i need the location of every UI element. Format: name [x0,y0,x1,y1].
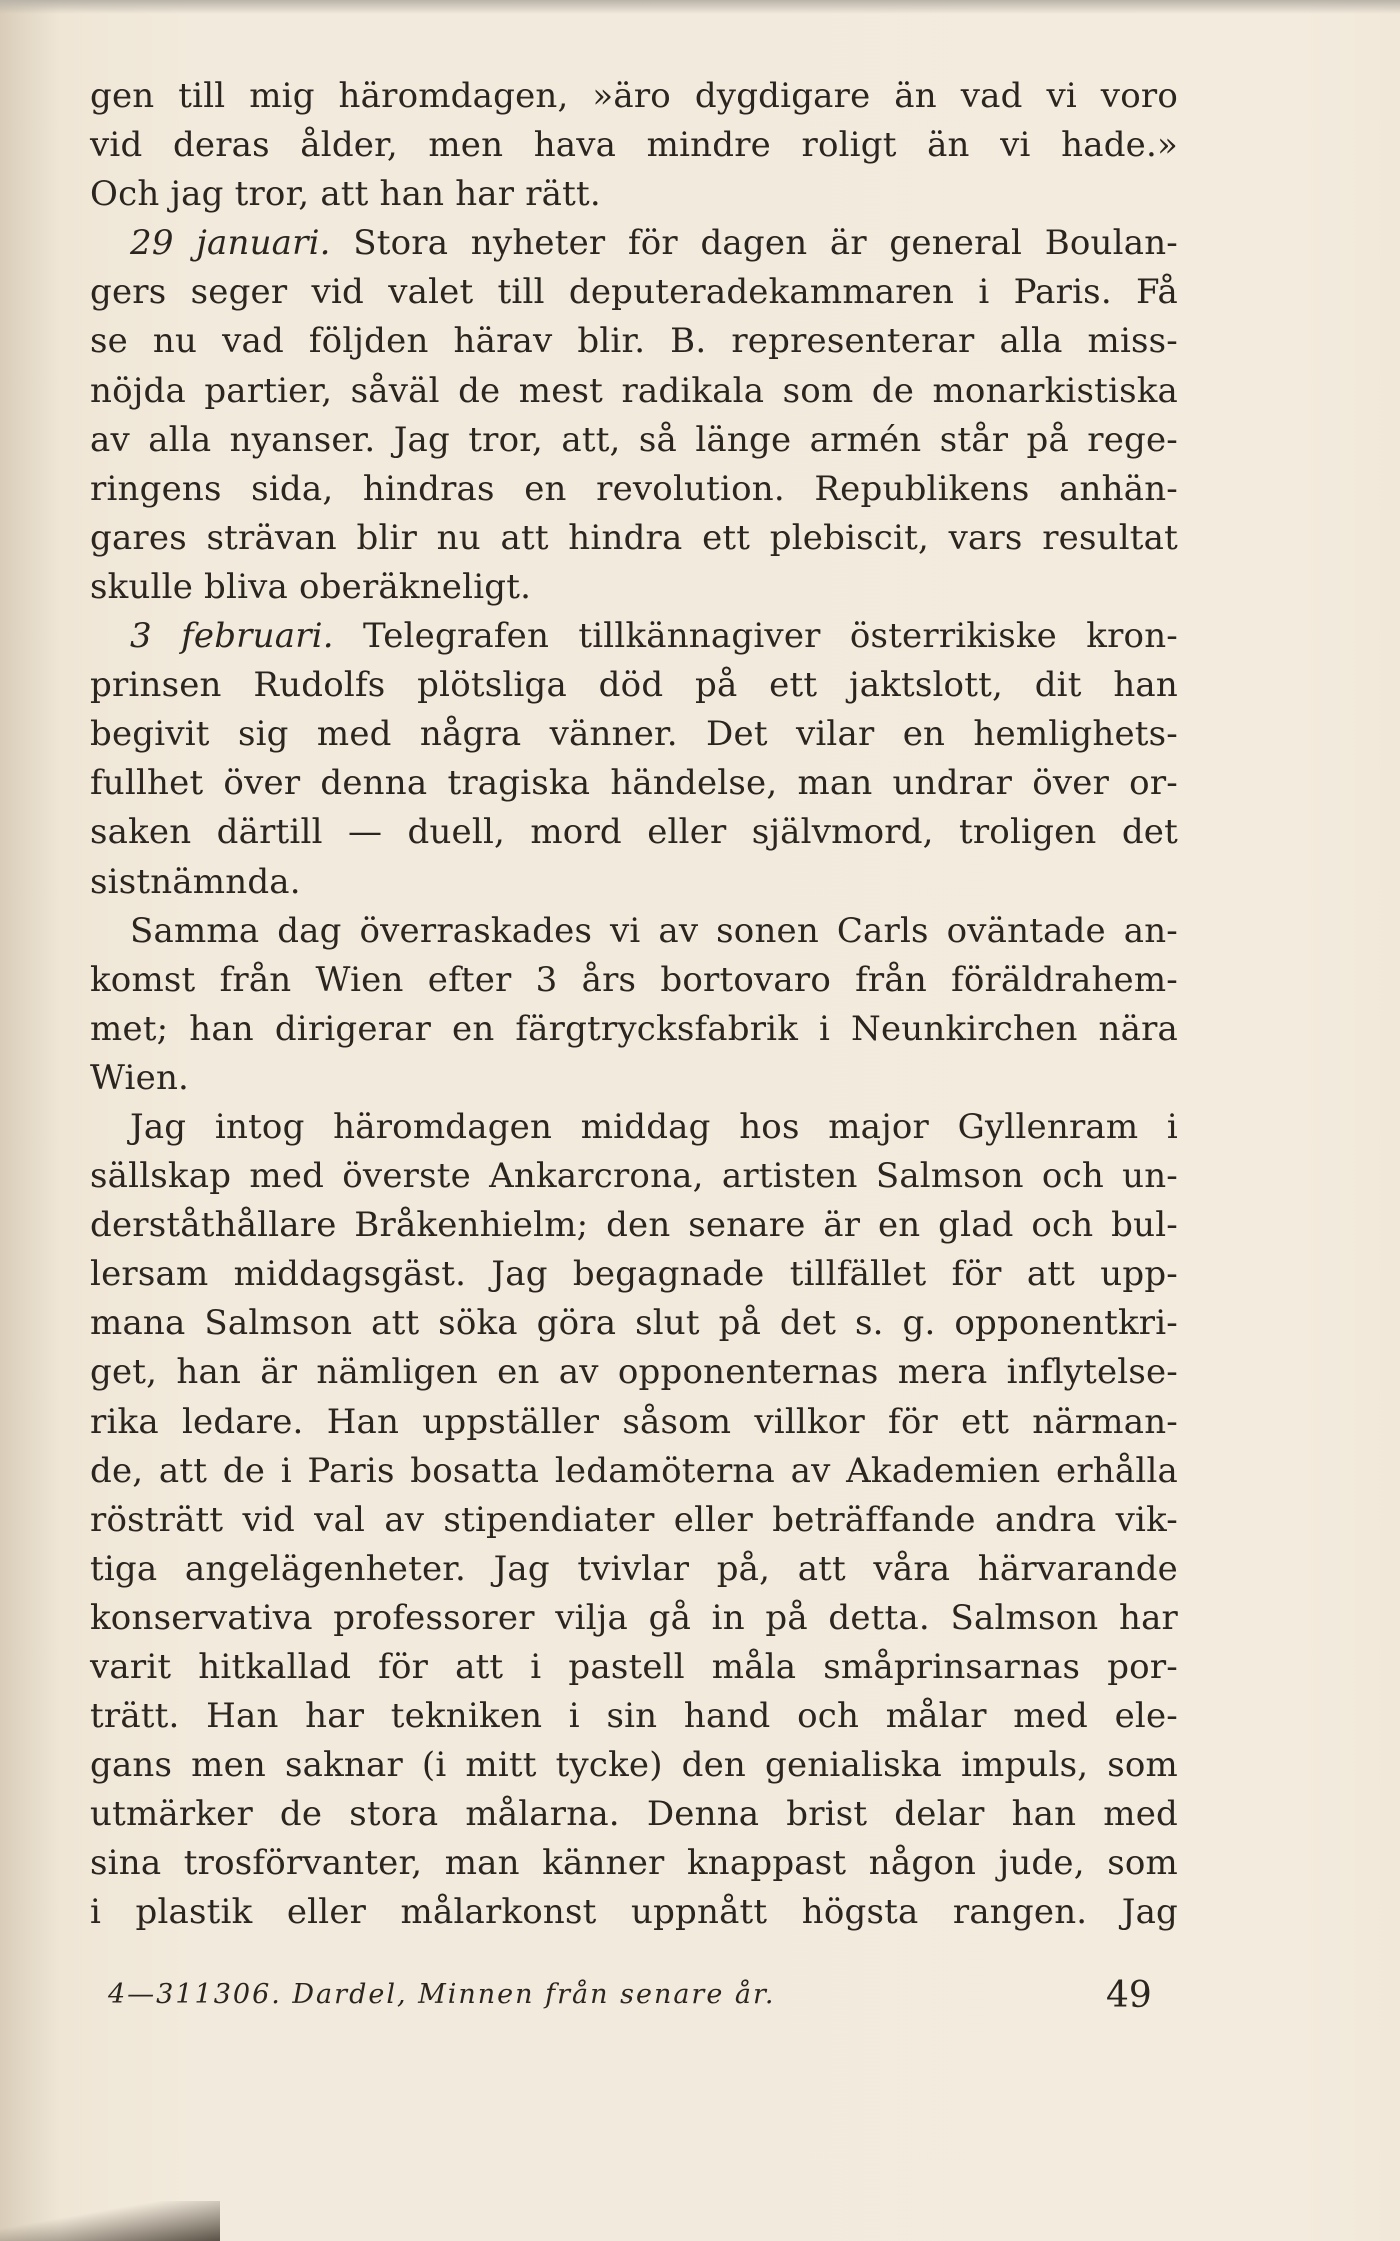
entry-line-feb3 [90,612,1178,661]
text-line: met; han dirigerar en färgtrycksfabrik i Neunkirchen nära [90,1008,1178,1049]
text-line: saken därtill — duell, mord eller självmord, troligen det [90,812,1178,853]
text-line: utmärker de stora målarna. Denna brist delar han med [90,1794,1178,1835]
text-line: nöjda partier, såväl de mest radikala som de monarkistiska [90,370,1178,411]
page-corner-shadow [0,2201,220,2241]
text-line: prinsen Rudolfs plötsliga död på ett jaktslott, dit han [90,665,1178,706]
text-line: fullhet över denna tragiska händelse, man undrar över or- [90,763,1178,804]
text-line: sistnämnda. [90,861,301,902]
text-line: gers seger vid valet till deputeradekammaren i Paris. Få [90,272,1178,313]
text-line: Jag intog häromdagen middag hos major Gyllenram i [130,1106,1178,1147]
text-line: get, han är nämligen en av opponenternas mera inflytelse- [90,1352,1178,1393]
text-line: tiga angelägenheter. Jag tvivlar på, att våra härvarande [90,1548,1178,1589]
entry-text: Telegrafen tillkännagiver österrikiske kron- [333,616,1178,657]
text-line: Wien. [90,1057,190,1098]
text-line: av alla nyanser. Jag tror, att, så länge armén står på rege- [90,419,1178,460]
text-line: sällskap med överste Ankarcrona, artisten Salmson och un- [90,1156,1178,1197]
text-line: komst från Wien efter 3 års bortovaro från föräldrahem- [90,959,1178,1000]
text-line: lersam middagsgäst. Jag begagnade tillfället för att upp- [90,1254,1178,1295]
text-line: trätt. Han har tekniken i sin hand och målar med ele- [90,1696,1178,1737]
entry-line-jan29 [90,219,1178,268]
text-line: skulle bliva oberäkneligt. [90,566,532,607]
text-line: rika ledare. Han uppställer såsom villkor för ett närman- [90,1401,1178,1442]
text-line: begivit sig med några vänner. Det vilar en hemlighets- [90,714,1178,755]
text-line: rösträtt vid val av stipendiater eller beträffande andra vik- [90,1499,1178,1540]
text-line: se nu vad följden härav blir. B. representerar alla miss- [90,321,1178,362]
text-line: gares strävan blir nu att hindra ett plebiscit, vars resultat [90,517,1178,558]
text-line: Och jag tror, att han har rätt. [90,174,601,215]
body-text [90,72,1178,1938]
entry-text: Stora nyheter för dagen är general Boulan- [330,223,1178,264]
text-line: vid deras ålder, men hava mindre roligt än vi hade.» [90,125,1178,166]
text-line: derståthållare Bråkenhielm; den senare är en glad och bul- [90,1205,1178,1246]
text-line: de, att de i Paris bosatta ledamöterna av Akademien erhålla [90,1450,1178,1491]
printer-signature: 4—311306. Dardel, Minnen från senare år. [108,1979,776,2010]
text-line: sina trosförvanter, man känner knappast någon jude, som [90,1843,1178,1884]
page-footer [0,1975,1400,2025]
text-line: mana Salmson att söka göra slut på det s. g. opponentkri- [90,1303,1178,1344]
text-line: Samma dag överraskades vi av sonen Carls oväntade an- [130,910,1178,951]
text-line: ringens sida, hindras en revolution. Republikens anhän- [90,468,1178,509]
text-line: gans men saknar (i mitt tycke) den genialiska impuls, som [90,1745,1178,1786]
page-top-edge [0,0,1400,14]
entry-date: 29 januari. [130,223,331,264]
text-line: i plastik eller målarkonst uppnått högsta rangen. Jag [90,1892,1178,1933]
text-line: varit hitkallad för att i pastell måla småprinsarnas por- [90,1647,1178,1687]
text-line: konservativa professorer vilja gå in på detta. Salmson har [90,1597,1178,1638]
page-number: 49 [1106,1975,1152,2016]
entry-date: 3 februari. [130,616,334,657]
text-line: gen till mig häromdagen, »äro dygdigare än vad vi voro [90,76,1178,116]
